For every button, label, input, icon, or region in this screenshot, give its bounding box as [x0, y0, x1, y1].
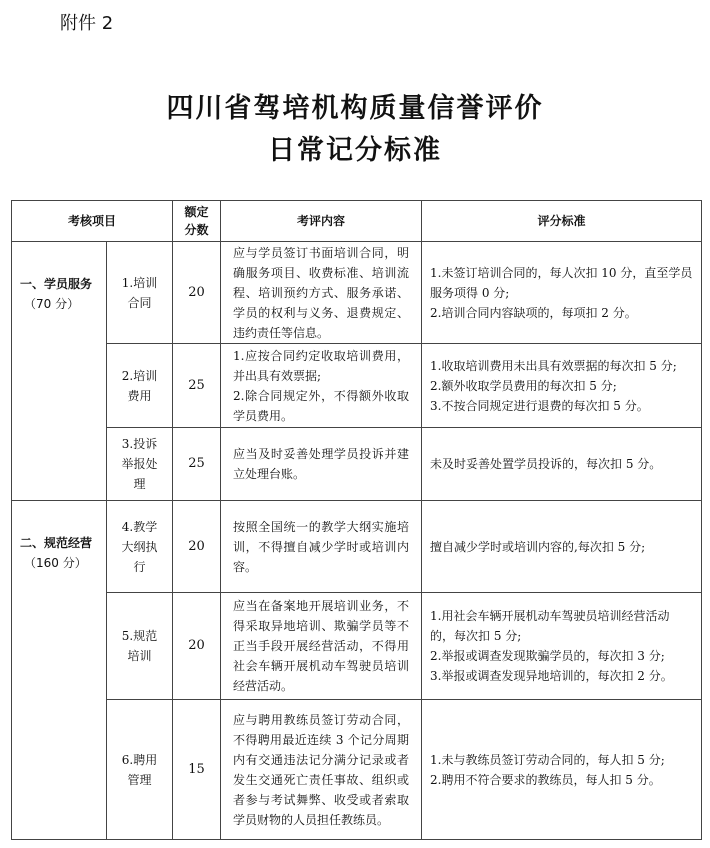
item-cell: 4.教学 大纲执 行: [107, 501, 173, 593]
criteria-cell: 1.用社会车辆开展机动车驾驶员培训经营活动的，每次扣 5 分; 2.举报或调查发现欺骗学员的，每次扣 3 分; 3.举报或调查发现异地培训的，每次扣 2 分。: [422, 593, 702, 700]
score-cell: 25: [173, 428, 221, 501]
attachment-label: 附件 2: [60, 13, 114, 34]
category-cell: [12, 501, 107, 840]
table-row: [12, 242, 702, 344]
item-cell: 6.聘用 管理: [107, 700, 173, 840]
content-cell: 应当及时妥善处理学员投诉并建立处理台账。: [221, 428, 422, 501]
content-cell: 应与聘用教练员签订劳动合同，不得聘用最近连续 3 个记分周期内有交通违法记分满分记录或者发生交通死亡责任事故、组织或者参与考试舞弊、收受或者索取学员财物的人员担任教练员。: [221, 700, 422, 840]
score-cell: 20: [173, 593, 221, 700]
header-criteria: 评分标准: [422, 201, 702, 242]
header-content: 考评内容: [221, 201, 422, 242]
criteria-cell: 擅自减少学时或培训内容的,每次扣 5 分;: [422, 501, 702, 593]
table-row: [12, 700, 702, 840]
criteria-cell: 未及时妥善处置学员投诉的，每次扣 5 分。: [422, 428, 702, 501]
criteria-cell: 1.收取培训费用未出具有效票据的每次扣 5 分; 2.额外收取学员费用的每次扣 5 分; 3.不按合同规定进行退费的每次扣 5 分。: [422, 344, 702, 428]
header-item: 考核项目: [12, 201, 173, 242]
criteria-cell: 1.未签订培训合同的，每人次扣 10 分，直至学员服务项得 0 分; 2.培训合同内容缺项的，每项扣 2 分。: [422, 242, 702, 344]
content-cell: 应与学员签订书面培训合同，明确服务项目、收费标准、培训流程、培训预约方式、服务承诺、学员的权利与义务、退费规定、违约责任等信息。: [221, 242, 422, 344]
table-row: [12, 344, 702, 428]
category-name: 二、规范经营: [20, 536, 93, 550]
header-score: 额定 分数: [173, 201, 221, 242]
document-title: 四川省驾培机构质量信誉评价: [166, 93, 544, 124]
score-cell: 20: [173, 501, 221, 593]
category-name: 一、学员服务: [20, 277, 93, 291]
scoring-table: [11, 200, 702, 840]
table-row: [12, 593, 702, 700]
score-cell: 25: [173, 344, 221, 428]
content-cell: 1.应按合同约定收取培训费用，并出具有效票据; 2.除合同规定外，不得额外收取学员费用。: [221, 344, 422, 428]
criteria-cell: 1.未与教练员签订劳动合同的，每人扣 5 分; 2.聘用不符合要求的教练员，每人扣 5 分。: [422, 700, 702, 840]
table-row: [12, 501, 702, 593]
table-row: [12, 428, 702, 501]
content-cell: 按照全国统一的教学大纲实施培训，不得擅自减少学时或培训内容。: [221, 501, 422, 593]
item-cell: 1.培训 合同: [107, 242, 173, 344]
item-cell: 2.培训 费用: [107, 344, 173, 428]
score-cell: 20: [173, 242, 221, 344]
category-cell: [12, 242, 107, 501]
score-cell: 15: [173, 700, 221, 840]
document-subtitle: 日常记分标准: [268, 135, 442, 166]
item-cell: 5.规范 培训: [107, 593, 173, 700]
item-cell: 3.投诉 举报处 理: [107, 428, 173, 501]
content-cell: 应当在备案地开展培训业务，不得采取异地培训、欺骗学员等不正当手段开展经营活动，不得用社会车辆开展机动车驾驶员培训经营活动。: [221, 593, 422, 700]
category-score: （70 分）: [24, 297, 80, 311]
category-score: （160 分）: [24, 556, 87, 570]
table-header-row: [12, 201, 702, 242]
